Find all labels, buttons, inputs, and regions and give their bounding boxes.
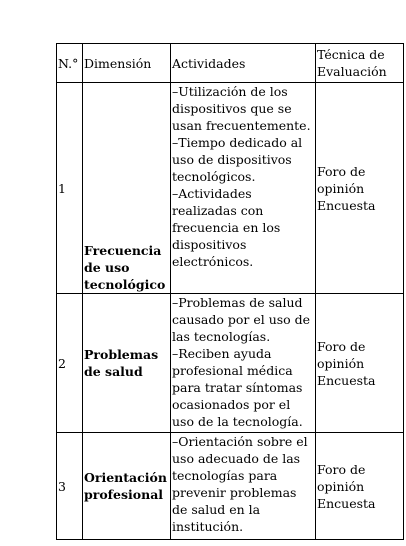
activity-item: –Utilización de los dispositivos que se usan frecuentemente. xyxy=(172,84,311,133)
dimension-label: Frecuencia de uso tecnológico xyxy=(84,243,166,292)
dimension-label: Problemas de salud xyxy=(84,347,159,379)
row-number: 3 xyxy=(57,433,83,540)
table-row xyxy=(57,83,404,294)
header-activities: Actividades xyxy=(171,44,316,83)
technique-item: Foro de opinión xyxy=(317,163,366,196)
row-number: 2 xyxy=(57,294,83,433)
table-header-row xyxy=(57,44,404,83)
table-row xyxy=(57,433,404,540)
activity-item: –Tiempo dedicado al uso de dispositivos tecnológicos. xyxy=(172,135,303,184)
row-technique xyxy=(316,294,404,433)
table-row xyxy=(57,294,404,433)
technique-item: Foro de opinión xyxy=(317,461,366,494)
activity-item: –Orientación sobre el uso adecuado de las tecnologías para prevenir problemas de salud en la institución. xyxy=(172,434,308,534)
row-dimension xyxy=(83,83,171,294)
technique-item: Encuesta xyxy=(317,372,376,388)
activity-item: –Problemas de salud causado por el uso de las tecnologías. xyxy=(172,295,311,344)
header-technique: Técnica de Evaluación xyxy=(316,44,404,83)
row-activities xyxy=(171,433,316,540)
row-technique xyxy=(316,83,404,294)
evaluation-table xyxy=(56,43,404,540)
row-number: 1 xyxy=(57,83,83,294)
row-activities xyxy=(171,294,316,433)
row-dimension xyxy=(83,294,171,433)
dimension-label: Orientación profesional xyxy=(84,470,167,502)
technique-item: Encuesta xyxy=(317,495,376,511)
activity-item: –Reciben ayuda profesional médica para tratar síntomas ocasionados por el uso de la tecnología. xyxy=(172,346,303,429)
technique-item: Encuesta xyxy=(317,197,376,213)
technique-item: Foro de opinión xyxy=(317,338,366,371)
row-activities xyxy=(171,83,316,294)
header-dimension: Dimensión xyxy=(83,44,171,83)
activity-item: –Actividades realizadas con frecuencia en los dispositivos electrónicos. xyxy=(172,186,281,269)
row-technique xyxy=(316,433,404,540)
header-number: N.° xyxy=(57,44,83,83)
row-dimension xyxy=(83,433,171,540)
